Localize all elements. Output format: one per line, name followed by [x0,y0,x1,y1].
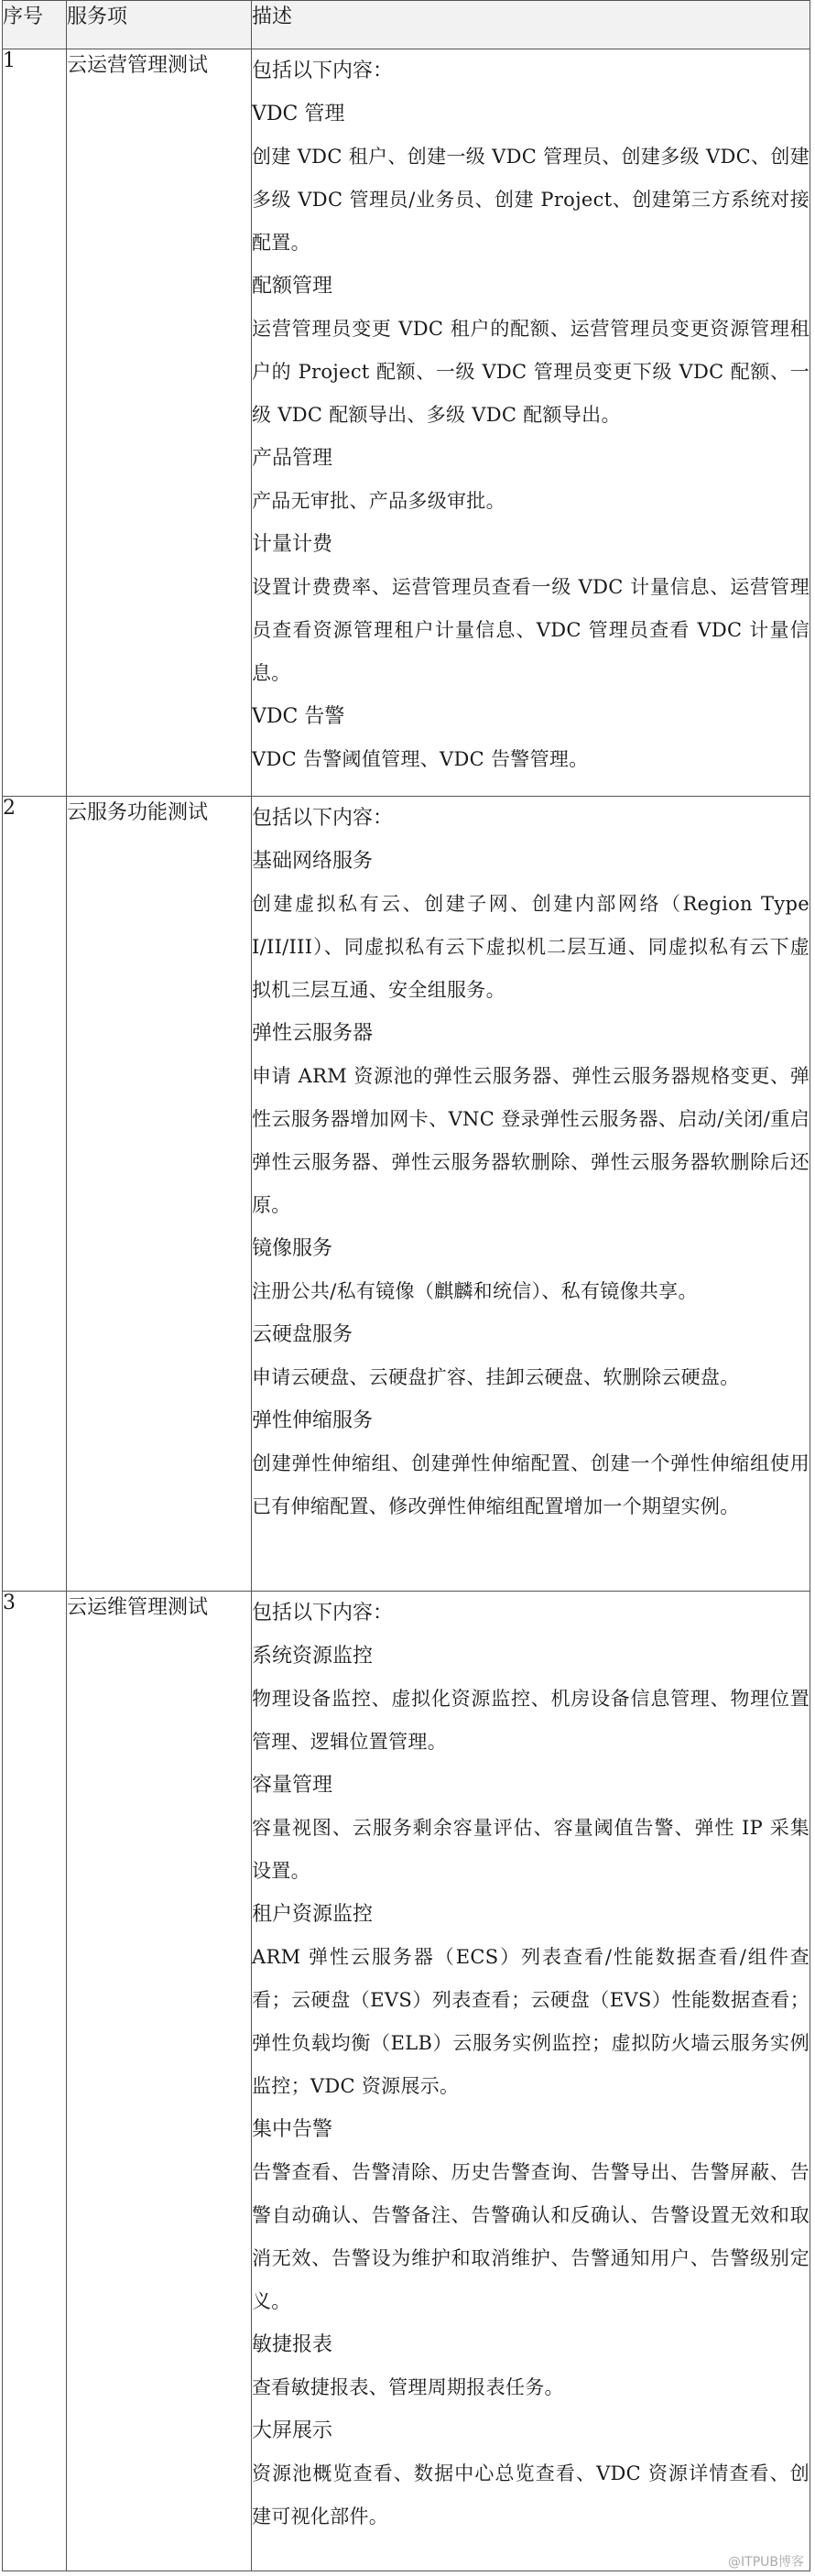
table-header-row [3,1,810,49]
desc-intro: 包括以下内容： [252,807,394,830]
desc-text: 物理设备监控、虚拟化资源监控、机房设备信息管理、物理位置管理、逻辑位置管理。 [252,1688,810,1753]
desc-text: 告警查看、告警清除、历史告警查询、告警导出、告警屏蔽、告警自动确认、告警备注、告警确认和反确认、告警设置无效和取消无效、告警设为维护和取消维护、告警通知用户、告警级别定义。 [252,2161,810,2312]
desc-text: VDC 告警阈值管理、VDC 告警管理。 [252,748,589,770]
desc-heading: 计量计费 [252,533,333,556]
table-row [3,49,810,797]
row-index: 1 [3,49,67,797]
desc-heading: 镜像服务 [252,1237,333,1260]
row-desc [252,797,810,1592]
desc-text: ARM 弹性云服务器（ECS）列表查看/性能数据查看/组件查看；云硬盘（EVS）列表查看；云硬盘（EVS）性能数据查看；弹性负载均衡（ELB）云服务实例监控；虚拟防火墙云服务实例监控；VDC 资源展示。 [252,1946,810,2097]
desc-heading: 配额管理 [252,275,333,298]
desc-text: 设置计费费率、运营管理员查看一级 VDC 计量信息、运营管理员查看资源管理租户计量信息、VDC 管理员查看 VDC 计量信息。 [252,576,810,684]
table-row [3,797,810,1592]
desc-heading: VDC 管理 [252,103,345,125]
row-desc [252,49,810,797]
row-index: 3 [3,1592,67,2571]
row-item: 云运营管理测试 [67,49,252,797]
desc-text: 创建 VDC 租户、创建一级 VDC 管理员、创建多级 VDC、创建多级 VDC 管理员/业务员、创建 Project、创建第三方系统对接配置。 [252,146,810,254]
service-table [2,0,810,2571]
desc-text: 产品无审批、产品多级审批。 [252,490,505,512]
desc-heading: 弹性云服务器 [252,1022,374,1045]
desc-heading: 弹性伸缩服务 [252,1409,374,1432]
desc-text: 运营管理员变更 VDC 租户的配额、运营管理员变更资源管理租户的 Project 配额、一级 VDC 管理员变更下级 VDC 配额、一级 VDC 配额导出、多级 VDC 配额导出。 [252,318,810,426]
desc-text: 申请云硬盘、云硬盘扩容、挂卸云硬盘、软删除云硬盘。 [252,1366,740,1388]
header-item: 服务项 [67,1,252,49]
desc-text: 注册公共/私有镜像（麒麟和统信）、私有镜像共享。 [252,1280,698,1302]
row-index: 2 [3,797,67,1592]
desc-heading: 集中告警 [252,2118,333,2141]
desc-text: 创建弹性伸缩组、创建弹性伸缩配置、创建一个弹性伸缩组使用已有伸缩配置、修改弹性伸缩组配置增加一个期望实例。 [252,1452,810,1517]
desc-heading: 产品管理 [252,447,333,470]
desc-heading: VDC 告警 [252,705,345,728]
table-row [3,1592,810,2571]
desc-heading: 容量管理 [252,1774,333,1797]
desc-heading: 敏捷报表 [252,2333,333,2356]
desc-heading: 租户资源监控 [252,1903,374,1926]
desc-heading: 云硬盘服务 [252,1323,353,1346]
desc-heading: 基础网络服务 [252,850,374,873]
header-desc: 描述 [252,1,810,49]
desc-intro: 包括以下内容： [252,60,394,82]
desc-text: 查看敏捷报表、管理周期报表任务。 [252,2376,564,2398]
desc-text: 资源池概览查看、数据中心总览查看、VDC 资源详情查看、创建可视化部件。 [252,2462,810,2527]
row-item: 云服务功能测试 [67,797,252,1592]
desc-heading: 大屏展示 [252,2419,333,2442]
row-item: 云运维管理测试 [67,1592,252,2571]
row-desc [252,1592,810,2571]
desc-heading: 系统资源监控 [252,1645,374,1668]
desc-text: 创建虚拟私有云、创建子网、创建内部网络（Region Type I/II/III）、同虚拟私有云下虚拟机二层互通、同虚拟私有云下虚拟机三层互通、安全组服务。 [252,893,810,1001]
desc-text: 申请 ARM 资源池的弹性云服务器、弹性云服务器规格变更、弹性云服务器增加网卡、VNC 登录弹性云服务器、启动/关闭/重启弹性云服务器、弹性云服务器软删除、弹性云服务器软删除后还原。 [252,1065,810,1216]
watermark: @ITPUB博客 [728,2555,804,2570]
desc-text: 容量视图、云服务剩余容量评估、容量阈值告警、弹性 IP 采集设置。 [252,1817,810,1882]
desc-intro: 包括以下内容： [252,1602,394,1625]
header-index: 序号 [3,1,67,49]
